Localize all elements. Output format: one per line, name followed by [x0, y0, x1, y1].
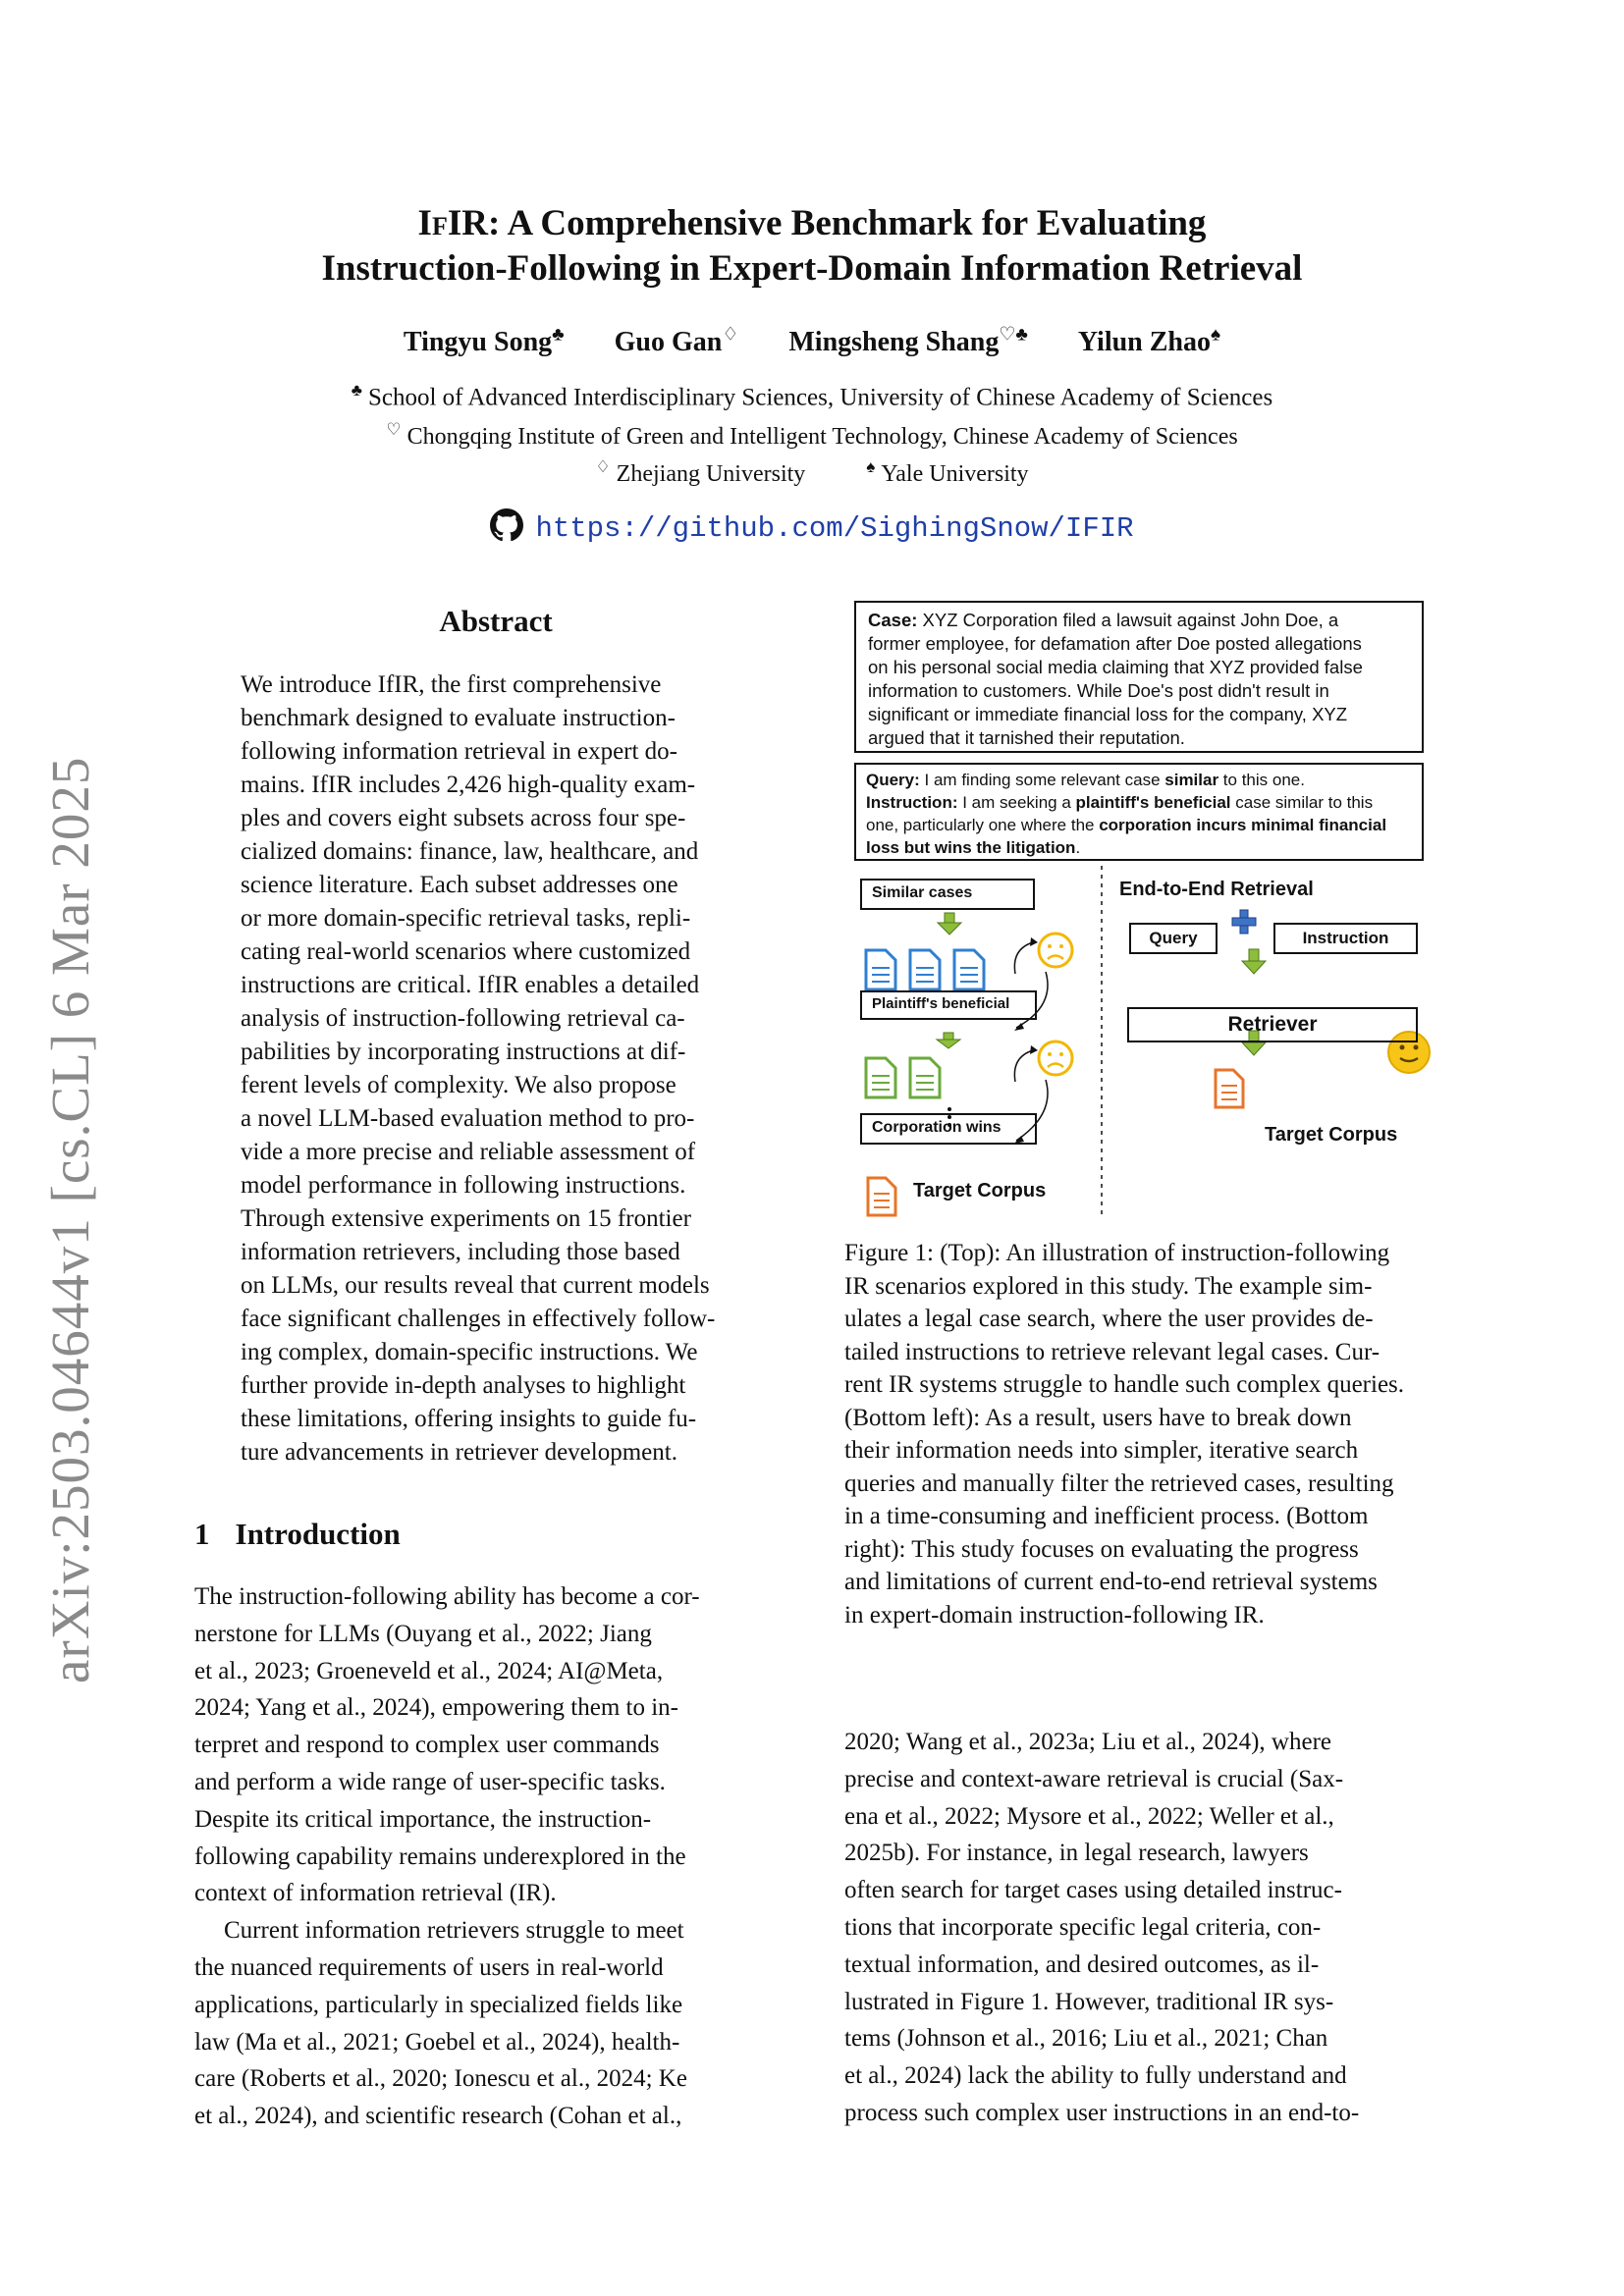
affiliation-2: ♡ Chongqing Institute of Green and Intelligent Technology, Chinese Academy of Sciences — [386, 420, 1238, 450]
section-heading-introduction: 1 Introduction — [194, 1517, 401, 1551]
similar-cases-box: Similar cases — [860, 879, 1035, 910]
document-icon — [910, 1058, 940, 1097]
intro-line: law (Ma et al., 2021; Goebel et al., 2024), health- — [194, 2028, 680, 2056]
e2e-retrieval-title: End-to-End Retrieval — [1119, 879, 1314, 900]
sad-face-icon — [1039, 1041, 1072, 1075]
author: Mingsheng Shang♡♣ — [788, 325, 1028, 358]
intro-line: Current information retrievers struggle to meet — [224, 1917, 684, 1945]
curved-arrow — [1014, 1050, 1033, 1082]
intro-line: process such complex user instructions in an end-to- — [844, 2099, 1360, 2126]
document-icon — [910, 950, 940, 989]
arxiv-stamp: arXiv:2503.04644v1 [cs.CL] 6 Mar 2025 — [40, 756, 100, 1683]
caption-line: tailed instructions to retrieve relevant legal cases. Cur- — [844, 1338, 1380, 1365]
caption-line: ulates a legal case search, where the user provides de- — [844, 1306, 1374, 1332]
case-line: XYZ Corporation filed a lawsuit against John Doe, a — [922, 610, 1339, 630]
abstract-line: vide a more precise and reliable assessment of — [241, 1139, 696, 1165]
caption-line: right): This study focuses on evaluating the progress — [844, 1535, 1359, 1563]
intro-line: terpret and respond to complex user commands — [194, 1732, 660, 1759]
abstract-line: mains. IfIR includes 2,426 high-quality exam- — [241, 772, 696, 798]
author: Yilun Zhao♠ — [1077, 325, 1221, 358]
author: Guo Gan♢ — [614, 325, 739, 358]
intro-line: et al., 2023; Groeneveld et al., 2024; AI@Meta, — [194, 1657, 664, 1684]
intro-line: nerstone for LLMs (Ouyang et al., 2022; Jiang — [194, 1620, 652, 1647]
abstract-line: face significant challenges in effectively follow- — [241, 1306, 716, 1332]
caption-line: their information needs into simpler, iterative search — [844, 1437, 1359, 1464]
repo-url[interactable]: https://github.com/SighingSnow/IFIR — [535, 512, 1134, 545]
plaintiffs-beneficial-box: Plaintiff's beneficial — [860, 990, 1037, 1020]
figure-graphics — [844, 866, 1448, 1219]
caption-line: IR scenarios explored in this study. The example sim- — [844, 1272, 1373, 1300]
abstract-line: pabilities by incorporating instructions at dif- — [241, 1039, 686, 1065]
title-line-1 — [0, 201, 1624, 246]
instruction-box: Instruction — [1273, 923, 1418, 954]
caption-line: in a time-consuming and inefficient process. (Bottom — [844, 1503, 1369, 1529]
intro-line: textual information, and desired outcomes, as il- — [844, 1950, 1320, 1978]
intro-line: the nuanced requirements of users in real-world — [194, 1953, 664, 1981]
corporation-wins-box: Corporation wins — [860, 1113, 1037, 1145]
abstract-line: on LLMs, our results reveal that current models — [241, 1272, 710, 1299]
author-list — [0, 324, 1624, 358]
intro-line: lustrated in Figure 1. However, traditional IR sys- — [844, 1988, 1334, 2015]
case-line: significant or immediate financial loss for the company, XYZ — [868, 704, 1348, 724]
caption-line: and limitations of current end-to-end retrieval systems — [844, 1569, 1378, 1595]
caption-line: Figure 1: (Top): An illustration of instruction-following — [844, 1240, 1390, 1266]
intro-line: care (Roberts et al., 2020; Ionescu et al., 2024; Ke — [194, 2065, 687, 2093]
caption-line: queries and manually filter the retrieved cases, resulting — [844, 1469, 1394, 1497]
plus-icon — [1232, 910, 1256, 934]
down-arrow-icon — [1242, 949, 1266, 974]
intro-column-left — [194, 1578, 797, 2135]
document-icon — [866, 950, 895, 989]
repo-link[interactable] — [0, 508, 1624, 551]
affiliation-1: ♣ School of Advanced Interdisciplinary Sciences, University of Chinese Academy of Sciences — [351, 381, 1273, 411]
github-icon — [490, 508, 523, 551]
query-label: Query: — [866, 771, 920, 789]
abstract-line: benchmark designed to evaluate instruction- — [241, 705, 676, 731]
abstract-line: ferent levels of complexity. We also propose — [241, 1072, 677, 1098]
abstract-line: Through extensive experiments on 15 frontier — [241, 1205, 691, 1232]
intro-line: et al., 2024), and scientific research (Cohan et al., — [194, 2103, 682, 2130]
intro-line: and perform a wide range of user-specific tasks. — [194, 1768, 666, 1795]
abstract-heading: Abstract — [439, 604, 553, 638]
query-box: Query — [1129, 923, 1218, 954]
document-icon — [866, 1058, 895, 1097]
abstract-line: We introduce IfIR, the first comprehensive — [241, 671, 662, 698]
caption-line: rent IR systems struggle to handle such complex queries. — [844, 1371, 1405, 1398]
down-arrow-icon — [937, 1033, 960, 1048]
intro-line: et al., 2024) lack the ability to fully understand and — [844, 2062, 1347, 2090]
target-document-icon — [868, 1178, 895, 1215]
retriever-box: Retriever — [1127, 1007, 1418, 1042]
target-document-icon — [1216, 1070, 1243, 1107]
intro-line: context of information retrieval (IR). — [194, 1880, 557, 1907]
intro-line: The instruction-following ability has become a cor- — [194, 1583, 700, 1610]
case-line: on his personal social media claiming that XYZ provided false — [868, 657, 1363, 677]
intro-line: tems (Johnson et al., 2016; Liu et al., 2021; Chan — [844, 2025, 1328, 2053]
intro-line: 2024; Yang et al., 2024), empowering them to in- — [194, 1694, 678, 1722]
abstract-line: analysis of instruction-following retrieval ca- — [241, 1005, 685, 1032]
intro-line: following capability remains underexplored in the — [194, 1842, 686, 1870]
title-line-2: Instruction-Following in Expert-Domain Information Retrieval — [321, 248, 1303, 289]
figure-1-caption — [844, 1237, 1447, 1631]
abstract-line: a novel LLM-based evaluation method to pro- — [241, 1105, 695, 1132]
benchmark-name: IfIR — [417, 203, 488, 243]
paper-title — [0, 201, 1624, 292]
abstract-line: instructions are critical. IfIR enables a detailed — [241, 972, 700, 998]
abstract-line: further provide in-depth analyses to highlight — [241, 1372, 686, 1399]
intro-line: 2020; Wang et al., 2023a; Liu et al., 2024), where — [844, 1729, 1332, 1755]
abstract-line: ples and covers eight subsets across four spe- — [241, 805, 686, 831]
intro-line: Despite its critical importance, the instruction- — [194, 1805, 652, 1833]
curved-arrow — [1014, 942, 1033, 974]
abstract-line: or more domain-specific retrieval tasks, repli- — [241, 905, 691, 932]
abstract-body — [241, 668, 751, 1469]
document-icon — [954, 950, 984, 989]
abstract-line: information retrievers, including those based — [241, 1239, 680, 1265]
abstract-line: cialized domains: finance, law, healthcare, and — [241, 838, 699, 865]
intro-line: 2025b). For instance, in legal research, lawyers — [844, 1840, 1309, 1867]
target-corpus-right-label: Target Corpus — [1265, 1124, 1398, 1146]
abstract-line: science literature. Each subset addresses one — [241, 872, 678, 898]
caption-line: in expert-domain instruction-following IR. — [844, 1601, 1265, 1629]
target-corpus-left-label: Target Corpus — [913, 1180, 1047, 1201]
abstract-line: cating real-world scenarios where customized — [241, 938, 691, 965]
case-box — [854, 601, 1424, 753]
abstract-line: model performance in following instructions. — [241, 1172, 686, 1199]
caption-line: (Bottom left): As a result, users have to break down — [844, 1404, 1352, 1431]
affiliation-3-4: ♢ Zhejiang University ♠ Yale University — [595, 457, 1029, 487]
query-instruction-box: Query: I am finding some relevant case similar to this one. Instruction: I am seeking a plaintiff's beneficial case similar to this one, particularly one where the corporation incurs minimal financial loss but wins the litigation. — [854, 763, 1424, 861]
figure-1 — [844, 601, 1448, 1214]
case-line: former employee, for defamation after Doe posted allegations — [868, 633, 1362, 654]
abstract-line: ture advancements in retriever development. — [241, 1439, 677, 1466]
author: Tingyu Song♣ — [403, 325, 565, 358]
intro-line: tions that incorporate specific legal criteria, con- — [844, 1913, 1322, 1941]
intro-line: precise and context-aware retrieval is crucial (Sax- — [844, 1765, 1344, 1792]
case-label: Case: — [868, 610, 918, 630]
down-arrow-icon — [938, 913, 961, 934]
intro-line: ena et al., 2022; Mysore et al., 2022; Weller et al., — [844, 1802, 1334, 1830]
sad-face-icon — [1039, 934, 1072, 967]
intro-column-right — [844, 1724, 1447, 2132]
intro-line: applications, particularly in specialized fields like — [194, 1991, 683, 2018]
intro-line: often search for target cases using detailed instruc- — [844, 1877, 1342, 1904]
abstract-line: these limitations, offering insights to guide fu- — [241, 1406, 697, 1432]
abstract-line: following information retrieval in expert do- — [241, 738, 678, 765]
case-line: information to customers. While Doe's post didn't result in — [868, 680, 1329, 701]
instruction-label: Instruction: — [866, 793, 958, 812]
case-line: argued that it tarnished their reputation. — [868, 727, 1185, 748]
abstract-line: ing complex, domain-specific instructions. We — [241, 1339, 698, 1365]
title-line-1-rest: : A Comprehensive Benchmark for Evaluating — [487, 203, 1207, 243]
